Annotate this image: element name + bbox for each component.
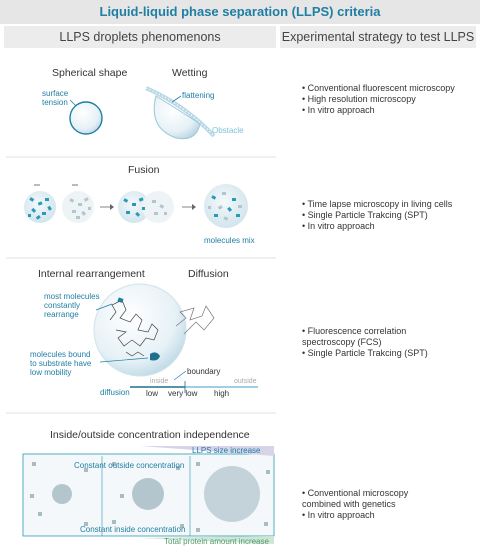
strategy-item: • Single Particle Trakcing (SPT) (302, 348, 428, 358)
strategy-item: • In vitro approach (302, 221, 375, 231)
flattening-pointer (172, 96, 181, 102)
rearrangement-graphic (94, 284, 258, 393)
obstacle-label: Obstacle (212, 126, 244, 135)
bound-molecules-label-1: molecules bound (30, 350, 91, 359)
strategy-item: spectroscopy (FCS) (302, 337, 382, 347)
diffusion-high-label: high (214, 389, 230, 398)
boundary-label: boundary (187, 367, 221, 376)
strategy-item: • Single Particle Trakcing (SPT) (302, 210, 428, 220)
strategy-item: • Fluorescence correlation (302, 326, 407, 336)
spherical-shape-title: Spherical shape (52, 67, 128, 79)
left-column-header: LLPS droplets phenomenons (4, 26, 276, 48)
small-droplet (52, 484, 72, 504)
medium-droplet (132, 478, 164, 510)
size-increase-label: LLPS size increase (192, 446, 261, 455)
surface-tension-label-2: tension (42, 98, 68, 107)
diffusion-title: Diffusion (188, 268, 229, 280)
strategy-list-shape (302, 83, 455, 116)
molecules-mix-label: molecules mix (204, 236, 255, 245)
concentration-title: Inside/outside concentration independence (50, 429, 250, 441)
bound-molecules-label-2: to substrate have (30, 359, 92, 368)
protein-increase-label: Total protein amount increase (164, 537, 269, 546)
strategy-item: combined with genetics (302, 499, 396, 509)
fusion-droplet-a (24, 191, 56, 223)
diffusion-axis-label: diffusion (100, 388, 130, 397)
strategy-list-concentration (302, 488, 408, 521)
most-molecules-label-1: most molecules (44, 292, 100, 301)
strategy-list-fusion (302, 199, 452, 232)
surface-tension-label-1: surface (42, 89, 69, 98)
fusion-merging-b (142, 191, 174, 223)
bound-molecules-label-3: low mobility (30, 368, 72, 377)
surface-tension-pointer (70, 100, 76, 106)
strategy-list-rearrangement (302, 326, 428, 359)
right-column-header: Experimental strategy to test LLPS (280, 26, 476, 48)
outside-label: outside (234, 378, 257, 385)
outside-concentration-label: Constant outside concentration (74, 461, 185, 470)
diffusion-very-low-label: very low (168, 389, 198, 398)
most-molecules-label-3: rearrange (44, 310, 79, 319)
strategy-item: • Conventional fluorescent microscopy (302, 83, 455, 93)
diffusion-low-label: low (146, 389, 159, 398)
spherical-droplet (70, 102, 102, 134)
inside-concentration-label: Constant inside concentration (80, 525, 186, 534)
strategy-item: • In vitro approach (302, 105, 375, 115)
wetting-title: Wetting (172, 67, 208, 79)
boundary-pointer (174, 371, 186, 380)
fusion-title: Fusion (128, 164, 160, 176)
strategy-item: • Time lapse microscopy in living cells (302, 199, 453, 209)
fusion-graphic (24, 184, 248, 228)
most-molecules-label-2: constantly (44, 301, 81, 310)
rearrangement-droplet (94, 284, 186, 376)
internal-rearrangement-title: Internal rearrangement (38, 268, 145, 280)
strategy-item: • High resolution microscopy (302, 94, 416, 104)
strategy-item: • Conventional microscopy (302, 488, 409, 498)
strategy-item: • In vitro approach (302, 510, 375, 520)
large-droplet (204, 466, 260, 522)
inside-label: inside (150, 378, 169, 385)
page-title: Liquid-liquid phase separation (LLPS) criteria (99, 4, 381, 19)
flattening-label: flattening (182, 91, 215, 100)
